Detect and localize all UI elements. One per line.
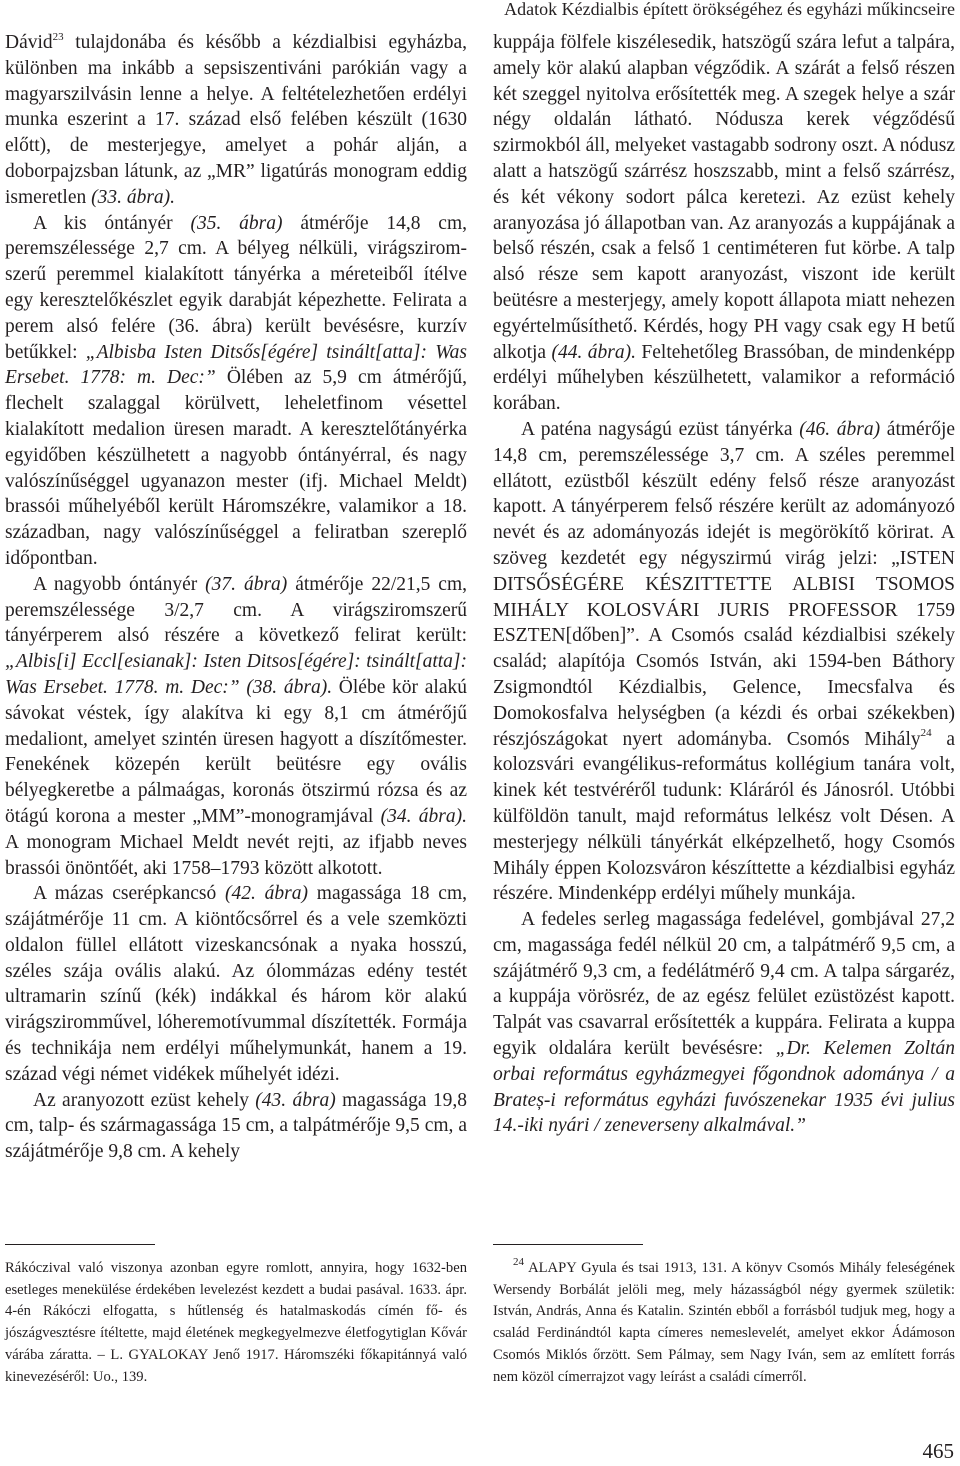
footnote-number: 24 <box>513 1256 524 1269</box>
footnote-ref: 23 <box>52 30 64 43</box>
paragraph: A nagyobb óntányér (37. ábra) átmérője 22/21,5 cm, peremszélessége 3/2,7 cm. A virágsziromszerű tányérperem alsó részére a következő felirat került: „Albis[i] Eccl[esianak]: Isten Ditsos[égére]: tsinált[atta]: Was Ersebet. 1778. m. Dec:” (38. ábra). Ölébe kör alakú sávokat véstek, így alakítva ki egy 8,1 cm átmérőjű medaliont, amelyet szintén üresen hagyott a díszítőmester. Fenekének közepén került beütésre egy ovális bélyegkeretbe a pálmaágas, koronás ötszirmú rózsa és az ötágú korona a mester „MM”-monogramjával (34. ábra). A monogram Michael Meldt nevét rejti, az ifjabb neves brassói önöntőét, aki 1758–1793 között alkotott. <box>5 573 467 879</box>
footnote-ref: 24 <box>920 727 932 740</box>
left-column <box>5 30 467 1165</box>
footnote-text: Rákóczival való viszonya azonban egyre romlott, annyira, hogy 1632-ben esetleges menekülése érdekében levelezést kezdett a budai pasával. 1633. ápr. 4-én Rákóczi elfogatta, s hűtlenség és hatalmaskodás címén fő- és jószágvesztésre ítéltette, majd életének megkegyelmezve életfogytiglan Kővár várába záratta. – L. GYALOKAY Jenő 1917. Háromszéki főkapitánnyá való kinevezéséről: Uo., 139. <box>5 1260 467 1385</box>
footnote-right <box>493 1258 955 1388</box>
paragraph: Dávid$^{23}$ tulajdonába és később a kézdialbisi egyházba, különben ma inkább a sepsiszentiváni parókián vagy a magyarszilvásin lenne a helye. A feltételezhetően erdélyi munka eszerint a 17. század első felében készült (1630 előtt), de mesterjegye, amelyet a pohár alján, a doborpajzsban látunk, az „MR” ligatúrás monogram eddig ismeretlen (33. ábra). <box>5 30 467 208</box>
paragraph: Az aranyozott ezüst kehely (43. ábra) magassága 19,8 cm, talp- és szármagassága 15 cm, a talpátmérője 9,5 cm, a szájátmérője 9,8 cm. A kehely <box>5 1089 468 1163</box>
page-number: 465 <box>922 1439 954 1463</box>
paragraph: A kis óntányér (35. ábra) átmérője 14,8 cm, peremszélessége 2,7 cm. A bélyeg nélküli, virágsziromszerű peremmel kialakított tányérka a méreteiből ítélve egy keresztelőkészlet egyik darabját képezhette. Felirata a perem alsó felére (36. ábra) került bevésésre, kurzív betűkkel: „Albisba Isten Ditsős[égére] tsinált[atta]: Was Ersebet. 1778: m. Dec:” Ölében az 5,9 cm átmérőjű, flechelt szalaggal körülvett, leheletfinom vésettel kialakított medalion üresen maradt. A keresztelőtányérka egyidőben készülhetett a nagyobb óntányérral, és nagy valószínűséggel ugyanazon mester (ifj. Michael Meldt) brassói műhelyéből került Háromszékre, valamikor a 18. században, nagy valószínűséggel a feliratban szereplő időpontban. <box>5 212 468 569</box>
paragraph: A paténa nagyságú ezüst tányérka (46. ábra) átmérője 14,8 cm, peremszélessége 3,7 cm. A széles peremmel ellátott, ezüstből készült edény felső része aranyozást kapott. A tányérperem felső részére került az adományozó nevét és az adományozás idejét is megörökítő körirat. A szöveg kezdetét egy négyszirmú virág jelzi: „ISTEN DITSŐSÉGÉRE KÉSZITTETTE ALBISI TSOMOS MIHÁLY KOLOSVÁRI JURIS PROFESSOR 1759 ESZTEN[dőben]”. A Csomós család kézdialbisi székely család; alapítója Csomós István, aki 1594-ben Báthory Zsigmondtól Kézdialbis, Gelence, Imecsfalva és Domokosfalva helységben (a kézdi és orbai székekben) részjószágokat nyert adományba. Csomós Mihály$^{24}$ a kolozsvári evangélikus-református kollégium tanára volt, kinek két testvéréről tudunk: Kláráról és Jánosról. Utóbbi külföldön tanult, majd református lelkész volt Désen. A mesterjegy nélküli tányérkát elképzelhető, hogy Csomós Mihály éppen Kolozsváron készíttette a kézdialbisi egyház részére. Mindenképp erdélyi műhely munkája. <box>493 418 956 905</box>
paragraph: kuppája fölfele kiszélesedik, hatszögű szára lefut a talpára, amely kör alakú alapban végződik. A szárát a felső részen két szeggel nyitolva erősítették meg. A szegek helye a szár négy oldalán látható. Nódusza kerek végződésű szirmokból áll, melyeket vastagabb sodrony oszt. A nódusz alatt a hatszögű szárrész hoszszabb, mint a felső szárrész, és két vékony sodort pálca keretezi. Az ezüst kehely aranyozása jó állapotban van. Az aranyozás a kuppájának a belső részén, csak a felső 1 centiméteren fut körbe. A talp alsó része sem kapott aranyozást, viszont ide került beütésre a mesterjegy, amely kopott állapota miatt nehezen egyértelműsíthető. Kérdés, hogy PH vagy csak egy H betű alkotja (44. ábra). Feltehetőleg Brassóban, de mindenképp erdélyi műhelyben készülhetett, valamikor a reformáció korában. <box>493 32 955 415</box>
footnote-divider <box>493 1244 643 1245</box>
footnote-left <box>5 1258 467 1388</box>
running-header: Adatok Kézdialbis épített örökségéhez és egyházi műkincseire <box>504 0 955 19</box>
paragraph: A mázas cserépkancsó (42. ábra) magassága 18 cm, szájátmérője 11 cm. A kiöntőcsőrrel és a vele szemközti oldalon füllel ellátott vizeskancsónak a nyaka hosszú, széles szája ovális alakú. Az ólommázas edény testét ultramarin színű (kék) indákkal és három kör alakú virágsziromművel, lóheremotívummal díszítették. Formája és technikája nem erdélyi műhelymunkát, hanem a 19. század végi német vidékek műhelyét idézi. <box>5 883 467 1085</box>
footnote-divider <box>5 1244 155 1245</box>
right-column <box>493 30 955 1139</box>
paragraph: A fedeles serleg magassága fedelével, gombjával 27,2 cm, magassága fedél nélkül 20 cm, a talpátmérő 9,5 cm, a szájátmérő 9,3 cm, a fedélátmérő 9,4 cm. A talpa sárgaréz, a kuppája vörösréz, de az egész felület ezüstözést kapott. Talpát vas csavarral erősítették a kuppára. Felirata a kuppa egyik oldalára került bevésésre: „Dr. Kelemen Zoltán orbai református egyházmegyei főgondnok adománya / a Brateș-i református egyházi fuvószenekar 1935 évi julius 14.-iki nyári / zeneverseny alkalmával.” <box>493 909 956 1137</box>
footnote-text: $^{24}$ ALAPY Gyula és tsai 1913, 131. A könyv Csomós Mihály feleségének Wersendy Borbálát jelöli meg, mely házasságból négy gyermek születik: István, András, Anna és Katalin. Szintén ebből a forrásból tudjuk meg, hogy a család Ferdinándtól kapta címeres nemeslevelét, amelyet ekkor Ádámoson Csomós Miklós őrzött. Sem Pálmay, sem Nagy Iván, sem az említett forrás nem közöl címerrajzot vagy leírást a családi címerről. <box>493 1256 955 1385</box>
